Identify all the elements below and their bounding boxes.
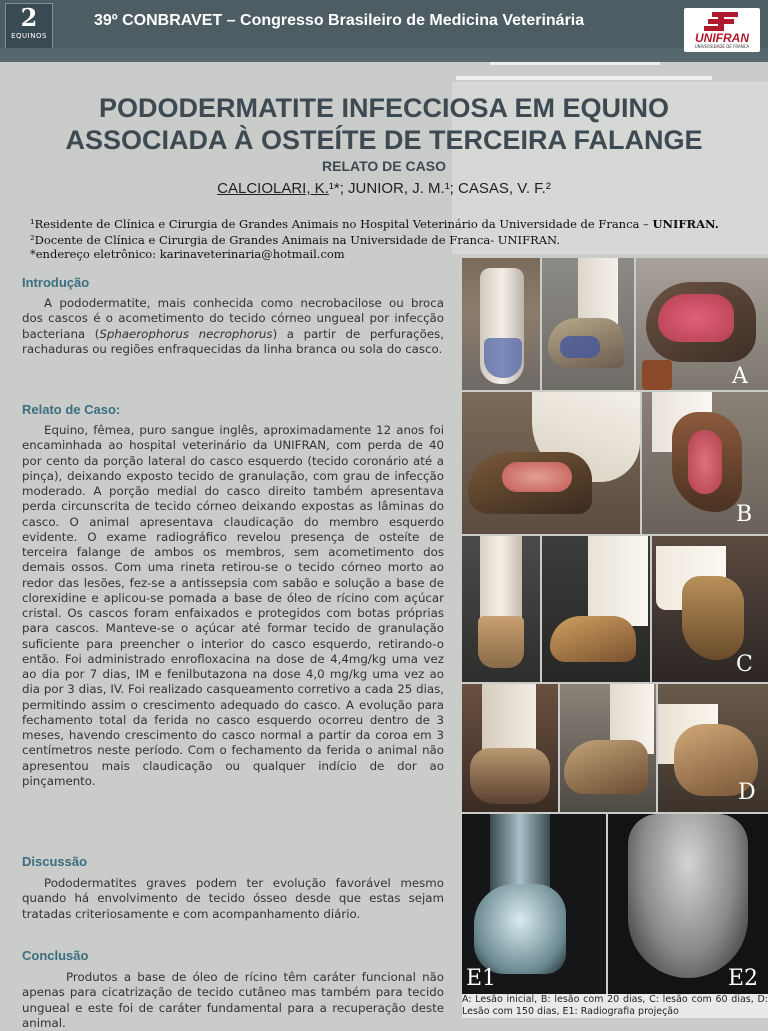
discussion-heading: Discussão — [22, 854, 88, 869]
intro-text-a: A pododermatite, mais conhecida como necrobacilose ou broca dos cascos é o acometimento do tecido córneo ungueal por infecção bacteriana ( — [22, 296, 444, 341]
badge-number: 2 — [20, 3, 38, 32]
photo-a1 — [462, 258, 540, 390]
case-heading: Relato de Caso: — [22, 402, 121, 417]
photo-c1 — [462, 536, 540, 682]
conference-title: 39º CONBRAVET – Congresso Brasileiro de Medicina Veterinária — [94, 12, 585, 29]
discussion-paragraph — [22, 876, 444, 922]
first-author: CALCIOLARI, K. — [217, 180, 329, 197]
photo-b1 — [462, 392, 640, 534]
category-badge — [5, 3, 53, 49]
divider-line — [456, 76, 712, 80]
logo-text: UNIFRAN — [695, 31, 749, 45]
intro-text-b: ) a partir de perfurações, rachaduras ou regiões enfraquecidas da linha branca ou sola do casco. — [22, 326, 444, 356]
poster-title-line1: PODODERMATITE INFECCIOSA EM EQUINO — [98, 93, 670, 123]
logo-subtext: UNIVERSIDADE DE FRANCA — [694, 44, 750, 49]
photo-a3 — [636, 258, 768, 390]
authors — [0, 180, 768, 197]
intro-paragraph — [22, 296, 444, 357]
poster-subtitle: RELATO DE CASO — [322, 158, 446, 174]
photo-label-e2: E2 — [728, 966, 759, 991]
discussion-text: Pododermatites graves podem ter evolução favorável mesmo quando há envolvimento de tecido ósseo desde que estas sejam tratadas criteriosamente e com acompanhamento diário. — [22, 876, 444, 921]
affiliation-1-bold: UNIFRAN. — [652, 217, 719, 231]
photo-label-d: D — [738, 780, 756, 805]
other-authors: ¹*; JUNIOR, J. M.¹; CASAS, V. F.² — [328, 180, 551, 197]
conclusion-text: Produtos a base de óleo de rícino têm caráter funcional não apenas para cicatrização de tecido cutâneo mas também para tecido ungueal e este foi de caráter fundamental para a recuperação deste animal. — [22, 970, 444, 1030]
unifran-emblem-icon — [700, 10, 744, 32]
divider-line — [490, 62, 660, 65]
intro-heading: Introdução — [22, 275, 90, 290]
photo-d1 — [462, 684, 558, 812]
photo-label-b: B — [736, 502, 753, 527]
photo-c2 — [542, 536, 650, 682]
photo-label-a: A — [732, 364, 748, 389]
contact-email: *endereço eletrônico: karinaveterinaria@hotmail.com — [30, 247, 345, 261]
poster-title-line2: ASSOCIADA À OSTEÍTE DE TERCEIRA FALANGE — [65, 125, 703, 155]
photo-label-e1: E1 — [466, 966, 497, 991]
conclusion-heading: Conclusão — [22, 948, 89, 963]
intro-species: Sphaerophorus necrophorus — [99, 326, 273, 341]
affiliation-1 — [30, 217, 719, 231]
unifran-logo — [684, 8, 760, 52]
header-strip — [0, 48, 768, 62]
header-bar — [0, 0, 768, 48]
case-text: Equino, fêmea, puro sangue inglês, aproximadamente 12 anos foi encaminhada ao hospital veterinário da UNIFRAN, com perda de 40 por cento da porção lateral do casco esquerdo (tecido coronário até a pinça), deixando exposto tecido de granulação, com grau de infecção moderado. A porção medial do casco direito também apresentava perda circunscrita de tecido córneo deixando expostas as lâminas do casco. O animal apresentava claudicação do membro esquerdo evidente. O exame radiográfico revelou presença de osteíte de terceira falange de ambos os membros, sem acometimento dos demais ossos. Com uma rineta retirou-se o tecido córneo morto ao redor das lesões, fez-se a antissepsia com sabão e solução a base de clorexidine e aplicou-se pomada a base de óleo de rícino com açúcar cristal. Os cascos foram enfaixados e protegidos com botas próprias para cascos. Manteve-se o açúcar até formar tecido de granulação suficiente para preencher o interior do casco esquerdo, retirando-o então. Foi administrado enrofloxacina na dose de 4,4mg/kg uma vez ao dia por 7 dias, IM e fenilbutazona na dose 4,0 mg/kg uma vez ao dia por 3 dias, IV. Foi realizado casqueamento corretivo a cada 25 dias, permitindo assim o crescimento adequado do casco. A evolução para fechamento total da ferida no casco esquerdo ocorreu dentro de 3 meses, havendo crescimento do casco normal a partir da coroa em 3 centímetros neste período. Com o fechamento da ferida o animal não apresentou mais claudicação ou qualquer indício de dor ao pinçamento. — [22, 423, 444, 788]
photo-panel — [462, 256, 768, 996]
case-paragraph — [22, 423, 444, 789]
badge-category: EQUINOS — [11, 32, 47, 40]
photo-caption: A: Lesão inicial, B: lesão com 20 dias, C: lesão com 60 dias, D: Lesão com 150 dias, E1: Radiografia projeção — [462, 994, 768, 1017]
conclusion-paragraph — [22, 970, 444, 1031]
photo-d2 — [560, 684, 656, 812]
photo-a2 — [542, 258, 634, 390]
affiliation-2: ²Docente de Clínica e Cirurgia de Grandes Animais na Universidade de Franca- UNIFRAN. — [30, 233, 561, 247]
affiliation-1-text: ¹Residente de Clínica e Cirurgia de Grandes Animais no Hospital Veterinário da Universidade de Franca – — [30, 217, 653, 231]
photo-label-c: C — [736, 652, 753, 677]
